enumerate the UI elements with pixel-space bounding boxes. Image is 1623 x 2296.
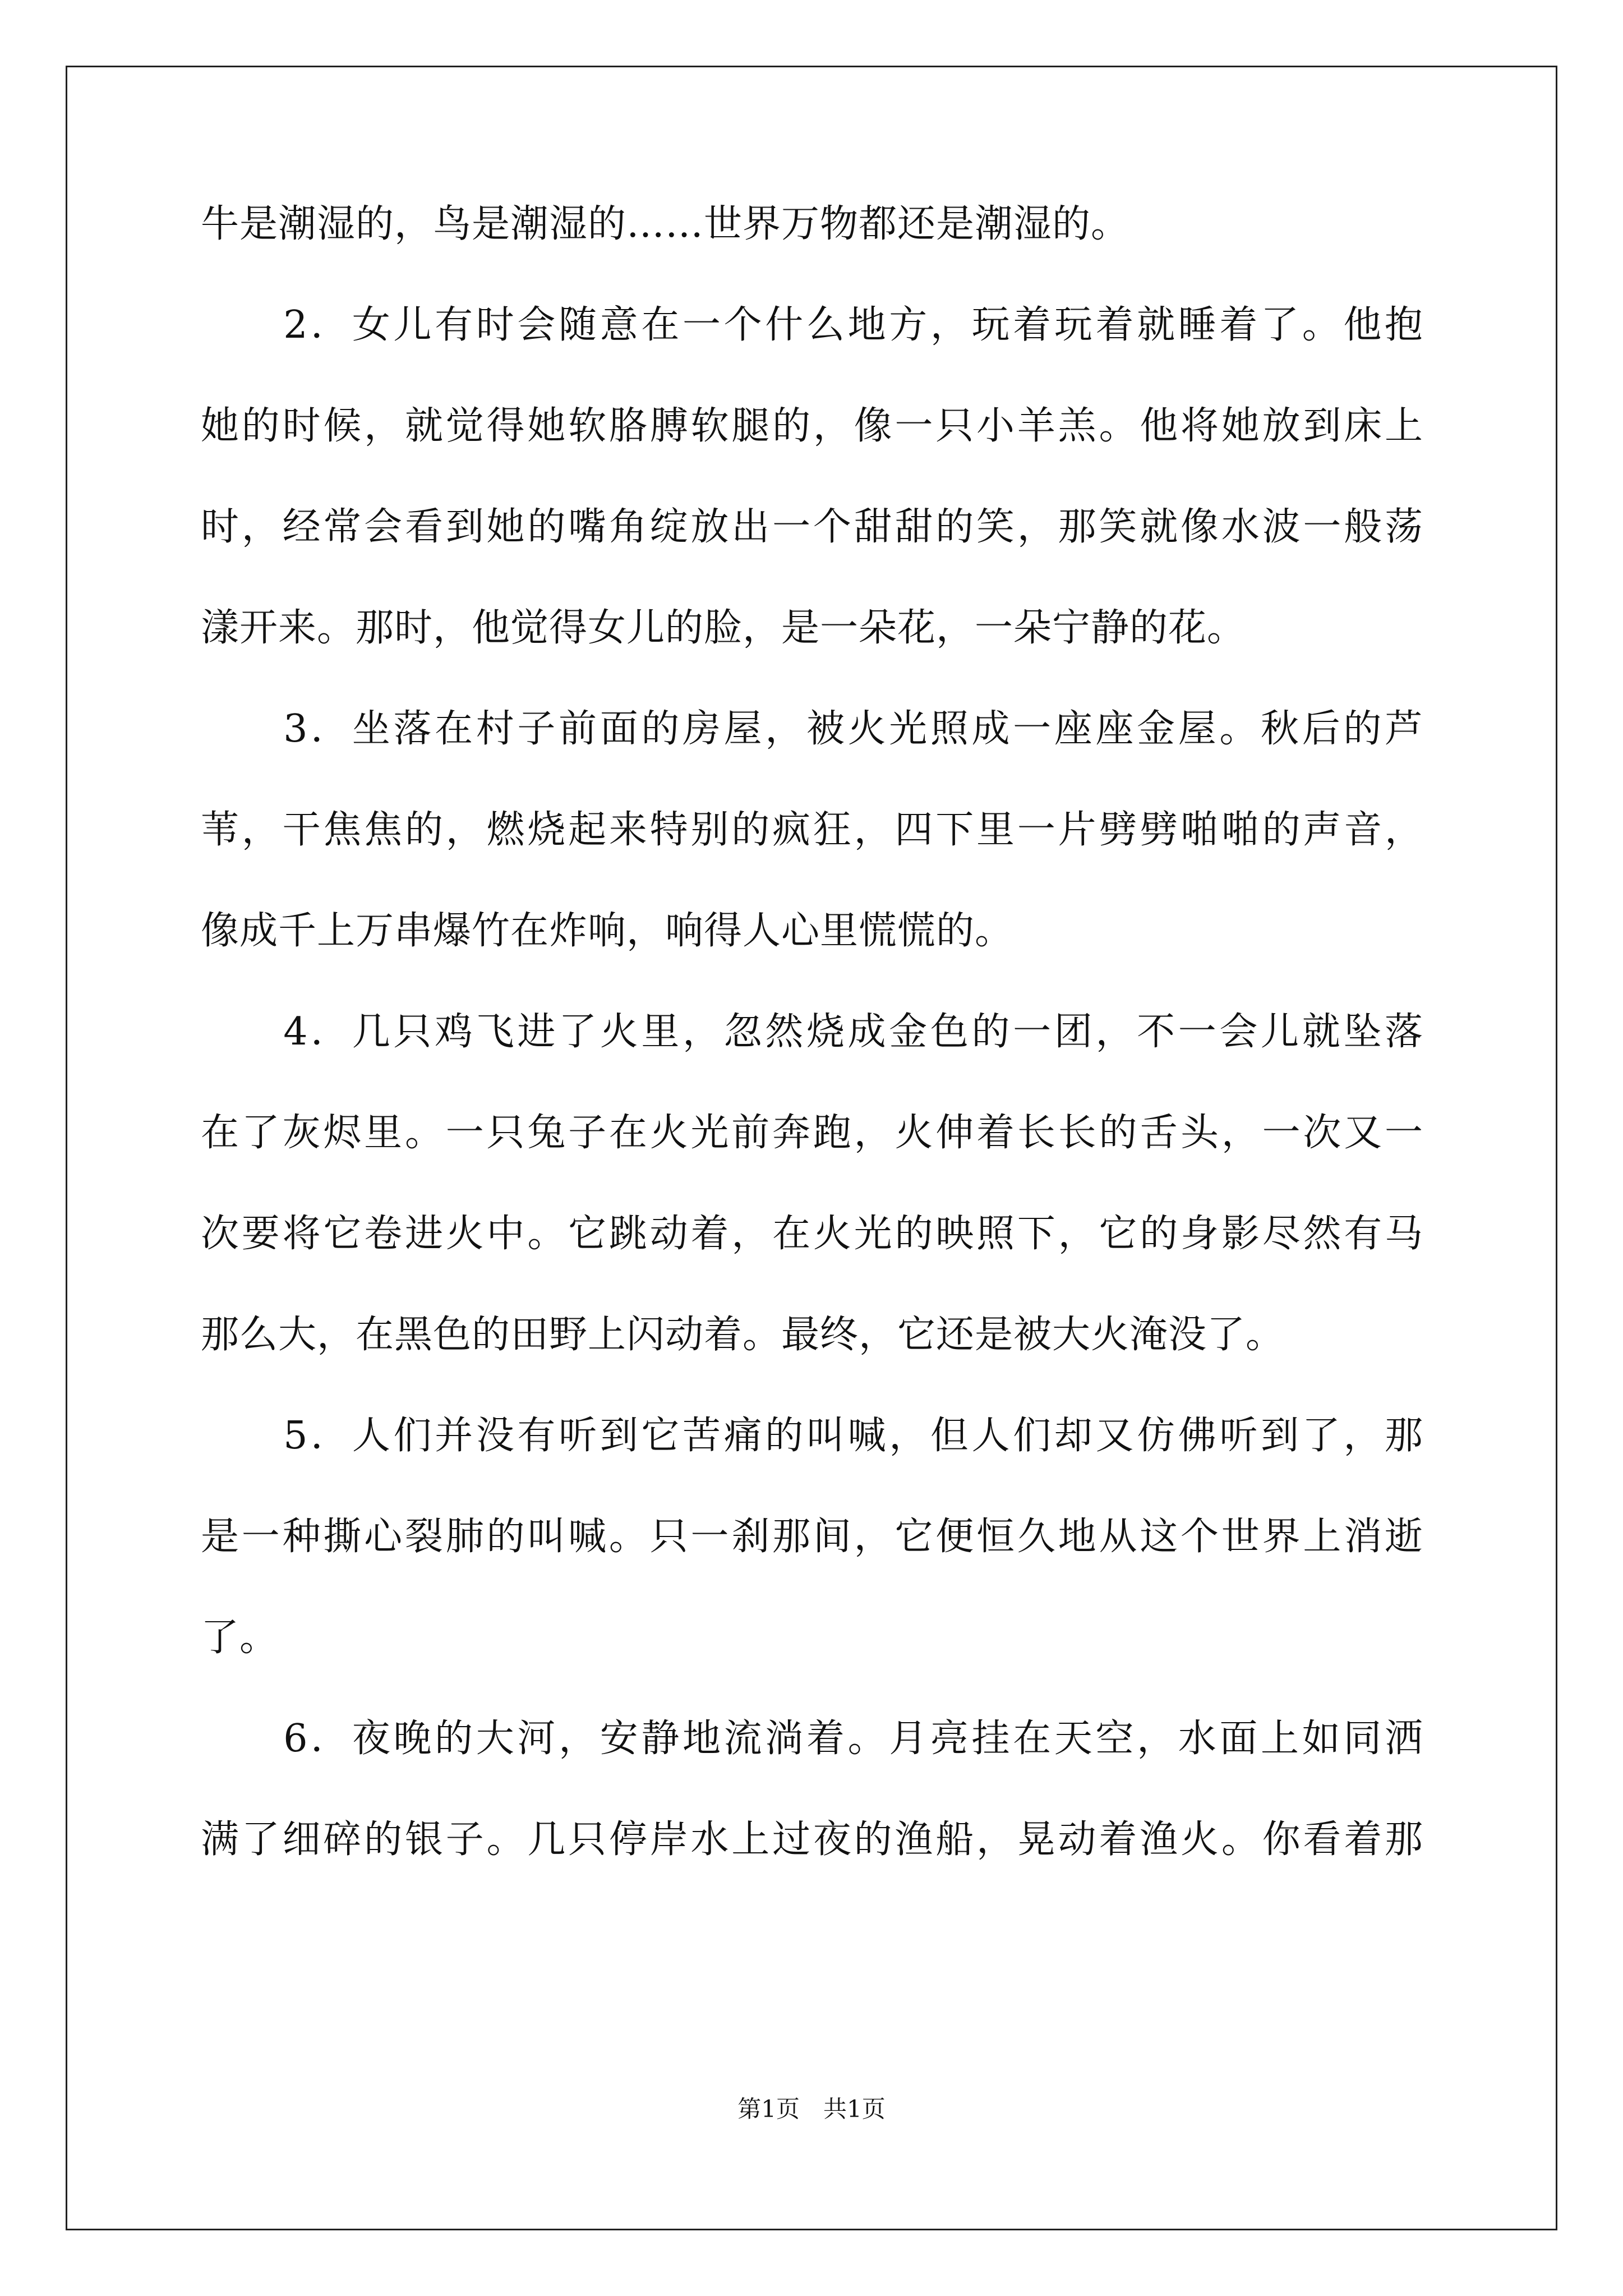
- text-line: 3．坐落在村子前面的房屋，被火光照成一座座金屋。秋后的芦: [201, 707, 1423, 751]
- text-line: 6．夜晚的大河，安静地流淌着。月亮挂在天空，水面上如同洒: [201, 1717, 1423, 1761]
- text-line: 是一种撕心裂肺的叫喊。只一刹那间，它便恒久地从这个世界上消逝: [201, 1515, 1423, 1559]
- text-line: 像成千上万串爆竹在炸响，响得人心里慌慌的。: [201, 909, 1014, 953]
- text-line: 次要将它卷进火中。它跳动着，在火光的映照下，它的身影尽然有马: [201, 1212, 1423, 1256]
- text-line: 漾开来。那时，他觉得女儿的脸，是一朵花，一朵宁静的花。: [201, 606, 1246, 650]
- text-line: 5．人们并没有听到它苦痛的叫喊，但人们却又仿佛听到了，那: [201, 1414, 1423, 1458]
- text-line: 2．女儿有时会随意在一个什么地方，玩着玩着就睡着了。他抱: [201, 303, 1423, 347]
- text-line: 那么大，在黑色的田野上闪动着。最终，它还是被大火淹没了。: [201, 1313, 1285, 1357]
- text-line: 在了灰烬里。一只兔子在火光前奔跑，火伸着长长的舌头，一次又一: [201, 1111, 1423, 1155]
- page-number: 第1页 共1页: [737, 2095, 886, 2123]
- page-footer: [0, 2092, 1623, 2126]
- text-line: 牛是潮湿的，鸟是潮湿的……世界万物都还是潮湿的。: [201, 202, 1130, 246]
- text-line: 满了细碎的银子。几只停岸水上过夜的渔船，晃动着渔火。你看着那: [201, 1818, 1423, 1862]
- text-line: 时，经常会看到她的嘴角绽放出一个甜甜的笑，那笑就像水波一般荡: [201, 505, 1423, 549]
- text-line: 了。: [201, 1616, 279, 1660]
- text-line: 她的时候，就觉得她软胳膊软腿的，像一只小羊羔。他将她放到床上: [201, 404, 1423, 448]
- text-line: 4．几只鸡飞进了火里，忽然烧成金色的一团，不一会儿就坠落: [201, 1010, 1423, 1054]
- text-line: 苇，干焦焦的，燃烧起来特别的疯狂，四下里一片劈劈啪啪的声音，: [201, 808, 1423, 852]
